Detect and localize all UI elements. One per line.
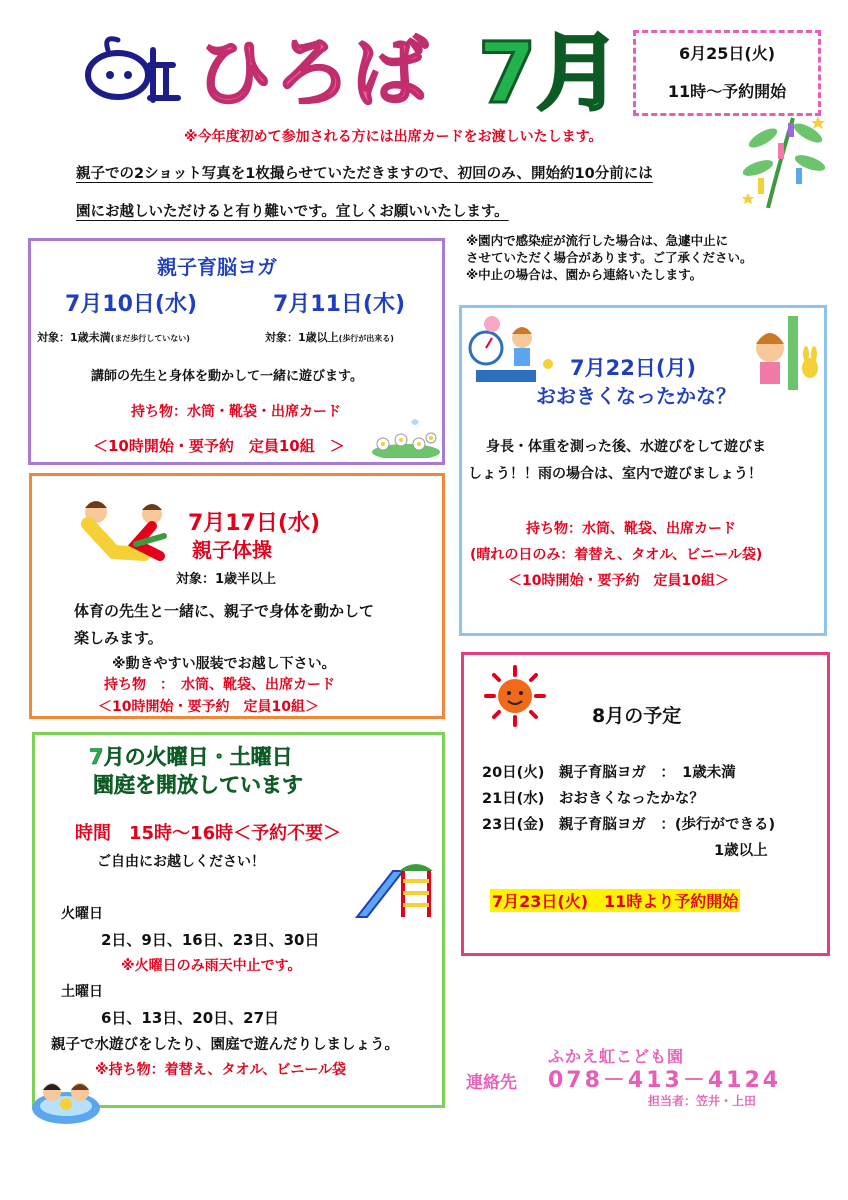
yoga-section xyxy=(28,238,445,465)
gym-desc1: 体育の先生と一緒に、親子で身体を動かして xyxy=(74,602,375,620)
pool-illustration xyxy=(30,1070,102,1126)
flowers-illustration xyxy=(371,416,441,458)
august-line1: 20日(火) 親子育脳ヨガ ： 1歳未満 xyxy=(482,765,736,781)
staff-names: 担当者：笠井・上田 xyxy=(648,1094,757,1108)
august-reservation: 7月23日(火) 11時より予約開始 xyxy=(490,889,740,912)
yoga-target2 xyxy=(265,329,394,345)
august-section xyxy=(461,652,830,956)
yoga-items: 持ち物：水筒・靴袋・出席カード xyxy=(131,404,341,420)
gym-desc2: 楽しみます。 xyxy=(74,629,163,647)
contact-label: 連絡先 xyxy=(466,1073,517,1093)
yoga-date1: 7月10日(水) xyxy=(65,292,198,317)
yoga-target1-note: (まだ歩行していない) xyxy=(110,334,190,343)
first-time-notice: ※今年度初めて参加される方には出席カードをお渡しいたします。 xyxy=(184,129,603,145)
saturday-dates: 6日、13日、20日、27日 xyxy=(101,1009,280,1027)
garden-title2: 園庭を開放しています xyxy=(93,773,303,797)
sun-icon xyxy=(484,665,546,727)
gym-time: ＜10時開始・要予約 定員10組＞ xyxy=(98,699,319,715)
growth-date: 7月22日(月) xyxy=(570,356,697,380)
reservation-time: 11時～予約開始 xyxy=(667,82,787,101)
august-title: 8月の予定 xyxy=(592,705,682,727)
august-line2: 21日(水) おおきくなったかな？ xyxy=(482,791,704,807)
page-title: ひろば xyxy=(196,28,430,117)
garden-title1: 7月の火曜日・土曜日 xyxy=(89,745,293,769)
weighing-scale-icon xyxy=(466,314,558,390)
sun-illustration xyxy=(484,665,546,727)
growth-title: おおきくなったかな？ xyxy=(536,384,736,408)
rainbow-logo-icon xyxy=(78,30,188,110)
growth-desc2: しょう！！雨の場合は、室内で遊びましょう！ xyxy=(468,466,762,482)
school-name: ふかえ虹こども園 xyxy=(548,1047,685,1066)
flower-icon xyxy=(371,416,441,458)
garden-items: ※持ち物：着替え、タオル、ビニール袋 xyxy=(95,1062,347,1078)
yoga-title: 親子育脳ヨガ xyxy=(157,255,277,279)
infection-line2: させていただく場合があります。ご了承ください。 xyxy=(466,250,753,265)
scale-illustration xyxy=(466,314,558,390)
yoga-date2: 7月11日(木) xyxy=(273,292,406,317)
growth-desc1: 身長・体重を測った後、水遊びをして遊びま xyxy=(486,439,766,455)
august-line4: 1歳以上 xyxy=(714,843,768,859)
garden-description: 親子で水遊びをしたり、園庭で遊んだりしましょう。 xyxy=(51,1037,399,1053)
infection-line1: ※園内で感染症が流行した場合は、急遽中止に xyxy=(466,233,729,248)
gym-title: 親子体操 xyxy=(192,538,272,562)
bamboo-icon xyxy=(738,108,830,208)
tuesday-dates: 2日、9日、16日、23日、30日 xyxy=(101,931,320,949)
garden-time: 時間 15時～16時＜予約不要＞ xyxy=(75,823,342,844)
parent-child-exercise-icon xyxy=(74,496,178,570)
reservation-date: 6月25日(火) xyxy=(678,44,776,63)
gym-note: ※動きやすい服装でお越し下さい。 xyxy=(112,656,336,672)
garden-section xyxy=(32,732,445,1108)
yoga-time: ＜10時開始・要予約 定員10組 ＞ xyxy=(93,437,345,455)
growth-time: ＜10時開始・要予約 定員10組＞ xyxy=(508,573,729,589)
gym-illustration xyxy=(74,496,178,570)
garden-welcome: ご自由にお越しください！ xyxy=(97,854,265,870)
reservation-box xyxy=(633,30,821,116)
infection-notice xyxy=(466,232,753,283)
gym-date: 7月17日(水) xyxy=(188,511,321,536)
growth-items: 持ち物：水筒、靴袋、出席カード xyxy=(526,521,736,537)
yoga-target1-label: 対象：1歳未満 xyxy=(37,331,111,344)
height-chart-illustration xyxy=(748,312,822,394)
tanabata-illustration xyxy=(738,108,830,208)
yoga-description: 講師の先生と身体を動かして一緒に遊びます。 xyxy=(91,369,363,384)
gym-target: 対象：1歳半以上 xyxy=(176,572,277,587)
gym-items: 持ち物 ： 水筒、靴袋、出席カード xyxy=(104,677,335,693)
height-chart-icon xyxy=(748,312,822,394)
saturday-label: 土曜日 xyxy=(61,984,103,1000)
tuesday-note: ※火曜日のみ雨天中止です。 xyxy=(121,958,302,974)
month-title: 7月 xyxy=(478,24,621,122)
yoga-target2-label: 対象：1歳以上 xyxy=(265,331,339,344)
gym-section xyxy=(29,473,445,719)
growth-items2: (晴れの日のみ：着替え、タオル、ビニール袋) xyxy=(470,547,763,563)
yoga-target2-note: (歩行が出来る) xyxy=(338,334,394,343)
infection-line3: ※中止の場合は、園から連絡いたします。 xyxy=(466,267,703,282)
slide-illustration xyxy=(353,859,437,921)
slide-icon xyxy=(353,859,437,921)
swimming-kids-icon xyxy=(30,1070,102,1126)
growth-section xyxy=(459,305,827,636)
photo-notice-line2: 園にお越しいただけると有り難いです。宜しくお願いいたします。 xyxy=(76,204,509,220)
logo xyxy=(78,30,188,110)
photo-notice-line1: 親子での2ショット写真を1枚撮らせていただきますので、初回のみ、開始約10分前には xyxy=(76,166,653,182)
tuesday-label: 火曜日 xyxy=(61,906,103,922)
phone-number: 078－413－4124 xyxy=(548,1068,782,1093)
august-line3: 23日(金) 親子育脳ヨガ ：(歩行ができる) xyxy=(482,817,776,833)
yoga-target1 xyxy=(37,329,190,345)
